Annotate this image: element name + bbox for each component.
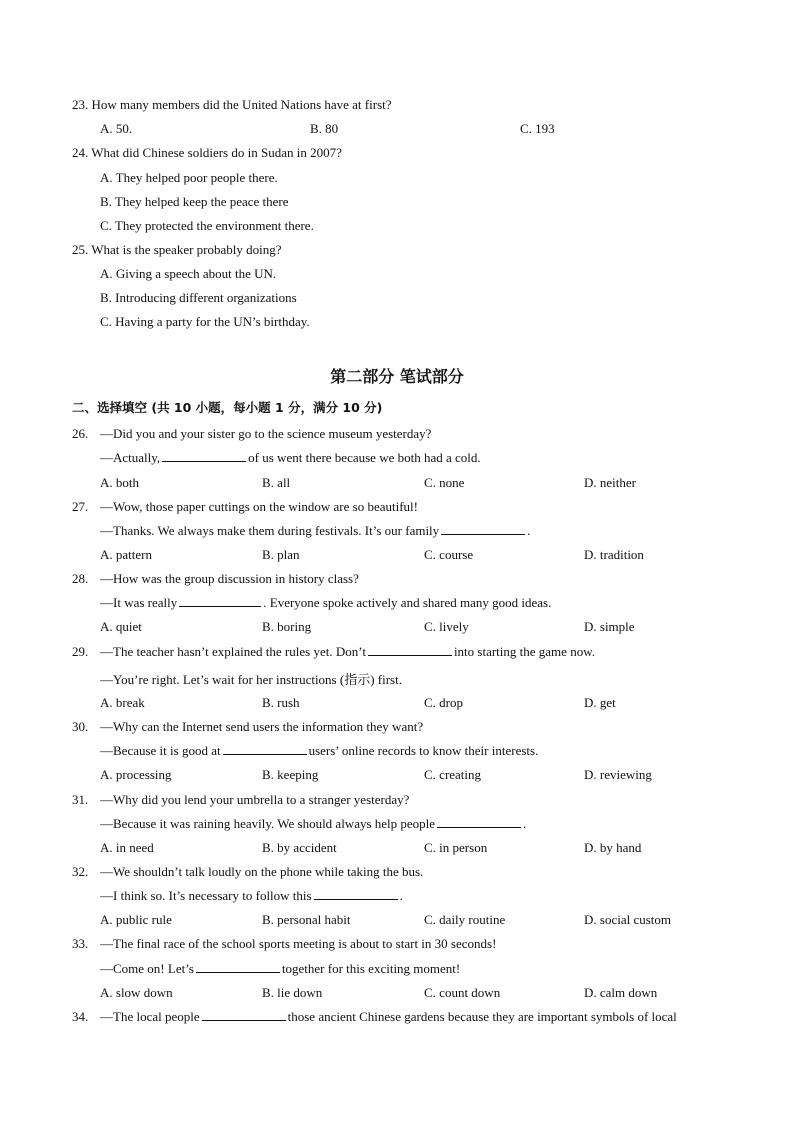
question-line — [100, 450, 481, 466]
option-d: D. get — [584, 695, 616, 710]
question-23: 23. How many members did the United Nations have at first? — [72, 97, 392, 112]
option-a: A. public rule — [100, 912, 172, 927]
option-d: D. simple — [584, 619, 635, 634]
option-b: B. rush — [262, 695, 300, 710]
dialogue-text: —I think so. It’s necessary to follow this — [100, 888, 312, 903]
answer-blank — [437, 816, 521, 828]
q24-option-b: B. They helped keep the peace there — [100, 194, 289, 209]
answer-blank — [368, 644, 452, 656]
option-b: B. keeping — [262, 767, 319, 782]
dialogue-text: —Why can the Internet send users the information they want? — [100, 719, 424, 734]
option-a: A. both — [100, 475, 139, 490]
dialogue-text: . Everyone spoke actively and shared many good ideas. — [263, 595, 552, 610]
answer-blank — [441, 523, 525, 535]
dialogue-text: —Did you and your sister go to the science museum yesterday? — [100, 426, 432, 441]
question-number: 30. — [72, 719, 89, 734]
answer-blank — [196, 961, 280, 973]
q24-option-c: C. They protected the environment there. — [100, 218, 314, 233]
dialogue-text: —We shouldn’t talk loudly on the phone while taking the bus. — [100, 864, 424, 879]
option-b: B. by accident — [262, 840, 337, 855]
question-number: 32. — [72, 864, 89, 879]
question-number: 29. — [72, 644, 89, 659]
q25-option-b: B. Introducing different organizations — [100, 290, 297, 305]
q25-option-a: A. Giving a speech about the UN. — [100, 266, 277, 281]
dialogue-text: into starting the game now. — [453, 644, 595, 659]
option-a: A. processing — [100, 767, 172, 782]
dialogue-text: —Because it was raining heavily. We should always help people — [100, 816, 436, 831]
dialogue-text: —Why did you lend your umbrella to a stranger yesterday? — [100, 792, 410, 807]
option-d: D. neither — [584, 475, 636, 490]
option-d: D. tradition — [584, 547, 644, 562]
q25-option-c: C. Having a party for the UN’s birthday. — [100, 314, 310, 329]
dialogue-text: together for this exciting moment! — [281, 961, 461, 976]
question-line — [100, 792, 409, 808]
dialogue-text: —You’re right. Let’s wait for her instructions (指示) first. — [100, 672, 402, 687]
dialogue-text: —Because it is good at — [100, 743, 221, 758]
question-number: 27. — [72, 499, 89, 514]
question-line — [100, 936, 496, 952]
q23-option-a: A. 50. — [100, 121, 133, 136]
option-c: C. daily routine — [424, 912, 506, 927]
dialogue-text: users’ online records to know their interests. — [308, 743, 539, 758]
option-a: A. break — [100, 695, 145, 710]
dialogue-text: —How was the group discussion in history class? — [100, 571, 359, 586]
question-number: 34. — [72, 1009, 89, 1024]
option-b: B. lie down — [262, 985, 323, 1000]
question-line — [100, 571, 359, 587]
q23-option-b: B. 80 — [310, 121, 339, 136]
question-line — [100, 426, 431, 442]
option-a: A. quiet — [100, 619, 142, 634]
option-b: B. personal habit — [262, 912, 351, 927]
option-a: A. in need — [100, 840, 154, 855]
question-line — [100, 719, 423, 735]
answer-blank — [179, 595, 261, 607]
answer-blank — [314, 888, 398, 900]
option-c: C. course — [424, 547, 474, 562]
option-c: C. count down — [424, 985, 501, 1000]
dialogue-text: . — [523, 816, 527, 831]
question-number: 26. — [72, 426, 89, 441]
dialogue-text: . — [527, 523, 531, 538]
section-heading: 二、选择填空 (共 10 小题，每小题 1 分，满分 10 分) — [72, 400, 383, 415]
answer-blank — [202, 1009, 286, 1021]
dialogue-text: —The local people — [100, 1009, 200, 1024]
option-d: D. by hand — [584, 840, 642, 855]
question-line — [100, 595, 551, 611]
option-d: D. calm down — [584, 985, 658, 1000]
question-line — [100, 864, 423, 880]
dialogue-text: —Actually, — [100, 450, 161, 465]
question-number: 31. — [72, 792, 89, 807]
dialogue-text: those ancient Chinese gardens because they are important symbols of local — [287, 1009, 677, 1024]
dialogue-text: —The teacher hasn’t explained the rules yet. Don’t — [100, 644, 366, 659]
question-line — [100, 743, 538, 759]
part-title: 第二部分 笔试部分 — [330, 367, 464, 386]
question-number: 28. — [72, 571, 89, 586]
option-a: A. pattern — [100, 547, 152, 562]
dialogue-text: of us went there because we both had a cold. — [248, 450, 481, 465]
dialogue-text: —It was really — [100, 595, 178, 610]
dialogue-text: . — [399, 888, 403, 903]
question-line — [100, 961, 460, 977]
option-b: B. all — [262, 475, 291, 490]
question-25: 25. What is the speaker probably doing? — [72, 242, 282, 257]
option-c: C. none — [424, 475, 465, 490]
dialogue-text: —The final race of the school sports meeting is about to start in 30 seconds! — [100, 936, 497, 951]
answer-blank — [162, 450, 246, 462]
option-d: D. social custom — [584, 912, 672, 927]
question-line — [100, 669, 402, 688]
option-d: D. reviewing — [584, 767, 652, 782]
option-c: C. creating — [424, 767, 482, 782]
question-line — [100, 888, 403, 904]
q23-option-c: C. 193 — [520, 121, 555, 136]
question-number: 33. — [72, 936, 89, 951]
dialogue-text: —Thanks. We always make them during festivals. It’s our family — [100, 523, 440, 538]
option-c: C. in person — [424, 840, 488, 855]
question-24: 24. What did Chinese soldiers do in Sudan in 2007? — [72, 145, 342, 160]
option-c: C. lively — [424, 619, 469, 634]
option-b: B. plan — [262, 547, 300, 562]
question-line — [100, 1009, 677, 1025]
question-line — [100, 523, 530, 539]
option-b: B. boring — [262, 619, 312, 634]
answer-blank — [223, 743, 307, 755]
dialogue-text: —Wow, those paper cuttings on the window are so beautiful! — [100, 499, 418, 514]
question-line — [100, 499, 418, 515]
question-line — [100, 816, 526, 832]
question-line — [100, 644, 595, 660]
option-a: A. slow down — [100, 985, 173, 1000]
dialogue-text: —Come on! Let’s — [100, 961, 194, 976]
q24-option-a: A. They helped poor people there. — [100, 170, 278, 185]
option-c: C. drop — [424, 695, 463, 710]
